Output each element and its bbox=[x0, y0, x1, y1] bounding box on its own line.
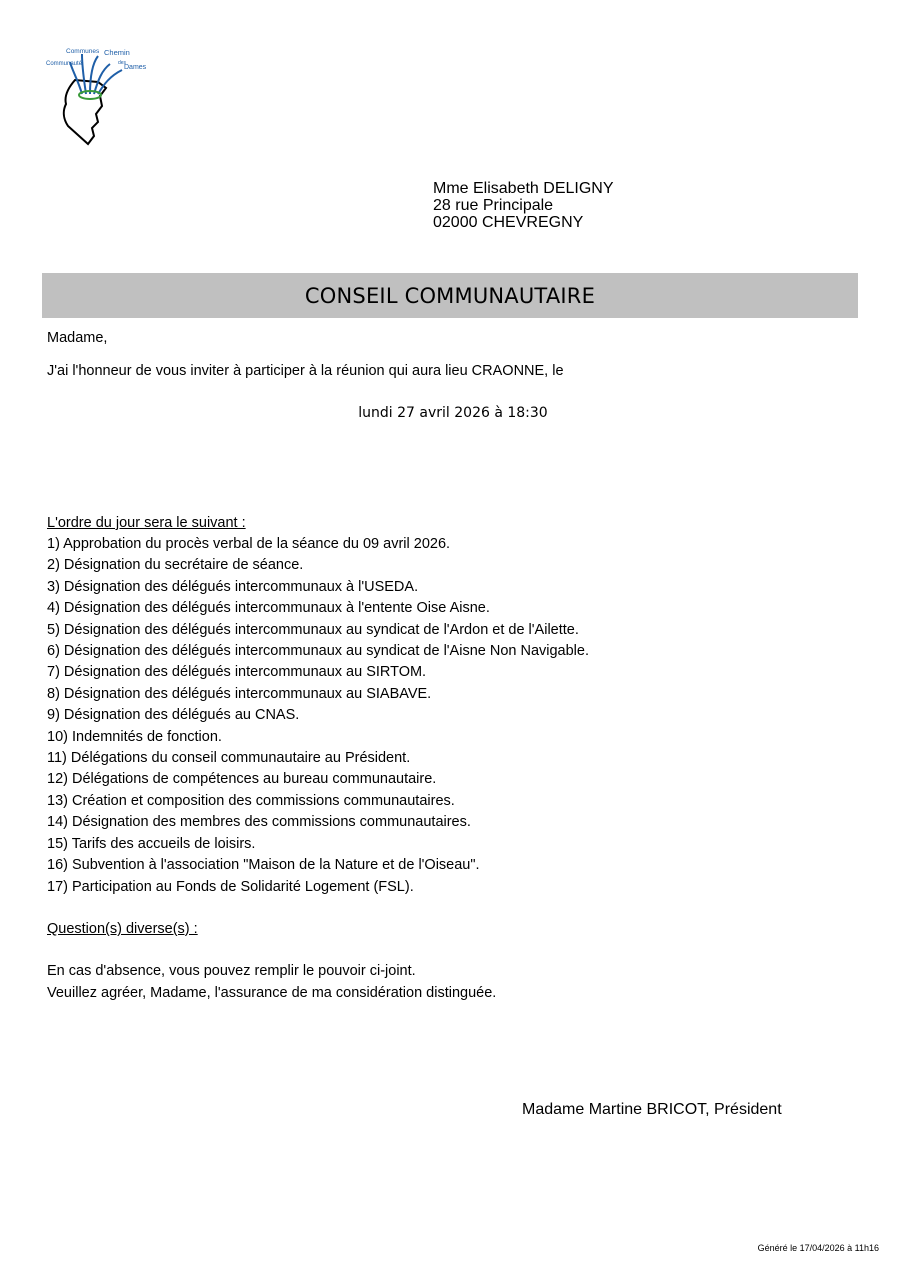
agenda-item: 2) Désignation du secrétaire de séance. bbox=[47, 557, 304, 574]
recipient-name: Mme Elisabeth DELIGNY bbox=[433, 180, 614, 197]
agenda-heading: L'ordre du jour sera le suivant : bbox=[47, 515, 246, 531]
logo-word-communes: Communes bbox=[66, 48, 100, 55]
recipient-address bbox=[433, 180, 614, 231]
questions-heading: Question(s) diverse(s) : bbox=[47, 921, 198, 937]
agenda-item: 4) Désignation des délégués intercommunaux à l'entente Oise Aisne. bbox=[47, 600, 490, 617]
agenda-item: 13) Création et composition des commissions communautaires. bbox=[47, 792, 455, 809]
agenda-item: 16) Subvention à l'association "Maison de la Nature et de l'Oiseau". bbox=[47, 857, 480, 874]
generated-footer: Généré le 17/04/2026 à 11h16 bbox=[757, 1243, 879, 1253]
regards: Veuillez agréer, Madame, l'assurance de ma considération distinguée. bbox=[47, 984, 497, 1001]
agenda-item: 14) Désignation des membres des commissions communautaires. bbox=[47, 814, 471, 831]
agenda-item: 17) Participation au Fonds de Solidarité Logement (FSL). bbox=[47, 878, 414, 895]
title-banner bbox=[42, 273, 858, 318]
community-logo bbox=[42, 40, 154, 148]
logo-word-chemin: Chemin bbox=[104, 48, 130, 57]
greeting: Madame, bbox=[47, 330, 108, 346]
agenda bbox=[47, 515, 589, 898]
agenda-item: 11) Délégations du conseil communautaire au Président. bbox=[47, 750, 411, 767]
agenda-item: 8) Désignation des délégués intercommunaux au SIABAVE. bbox=[47, 685, 432, 702]
agenda-list bbox=[47, 534, 589, 898]
recipient-city: 02000 CHEVREGNY bbox=[433, 214, 584, 231]
closing bbox=[47, 961, 496, 1004]
invitation-text: J'ai l'honneur de vous inviter à participer à la réunion qui aura lieu CRAONNE, le bbox=[47, 363, 564, 379]
agenda-item: 15) Tarifs des accueils de loisirs. bbox=[47, 835, 256, 852]
agenda-item: 3) Désignation des délégués intercommunaux à l'USEDA. bbox=[47, 578, 419, 595]
agenda-item: 1) Approbation du procès verbal de la séance du 09 avril 2026. bbox=[47, 536, 451, 552]
agenda-item: 10) Indemnités de fonction. bbox=[47, 728, 222, 745]
agenda-item: 7) Désignation des délégués intercommunaux au SIRTOM. bbox=[47, 664, 427, 681]
signature: Madame Martine BRICOT, Président bbox=[522, 1101, 782, 1118]
agenda-item: 12) Délégations de compétences au bureau communautaire. bbox=[47, 771, 437, 788]
meeting-datetime: lundi 27 avril 2026 à 18:30 bbox=[358, 405, 548, 421]
agenda-item: 5) Désignation des délégués intercommunaux au syndicat de l'Ardon et de l'Ailette. bbox=[47, 621, 579, 638]
absence-note: En cas d'absence, vous pouvez remplir le pouvoir ci-joint. bbox=[47, 963, 416, 979]
logo-word-dames: Dames bbox=[124, 64, 147, 71]
logo-word-communaute: Communauté bbox=[46, 61, 83, 67]
logo-fountain-lines bbox=[70, 54, 122, 94]
agenda-item: 6) Désignation des délégués intercommunaux au syndicat de l'Aisne Non Navigable. bbox=[47, 643, 590, 660]
logo-word-des: des bbox=[118, 60, 127, 66]
agenda-item: 9) Désignation des délégués au CNAS. bbox=[47, 707, 300, 724]
document-title: CONSEIL COMMUNAUTAIRE bbox=[304, 283, 596, 308]
recipient-street: 28 rue Principale bbox=[433, 197, 554, 214]
